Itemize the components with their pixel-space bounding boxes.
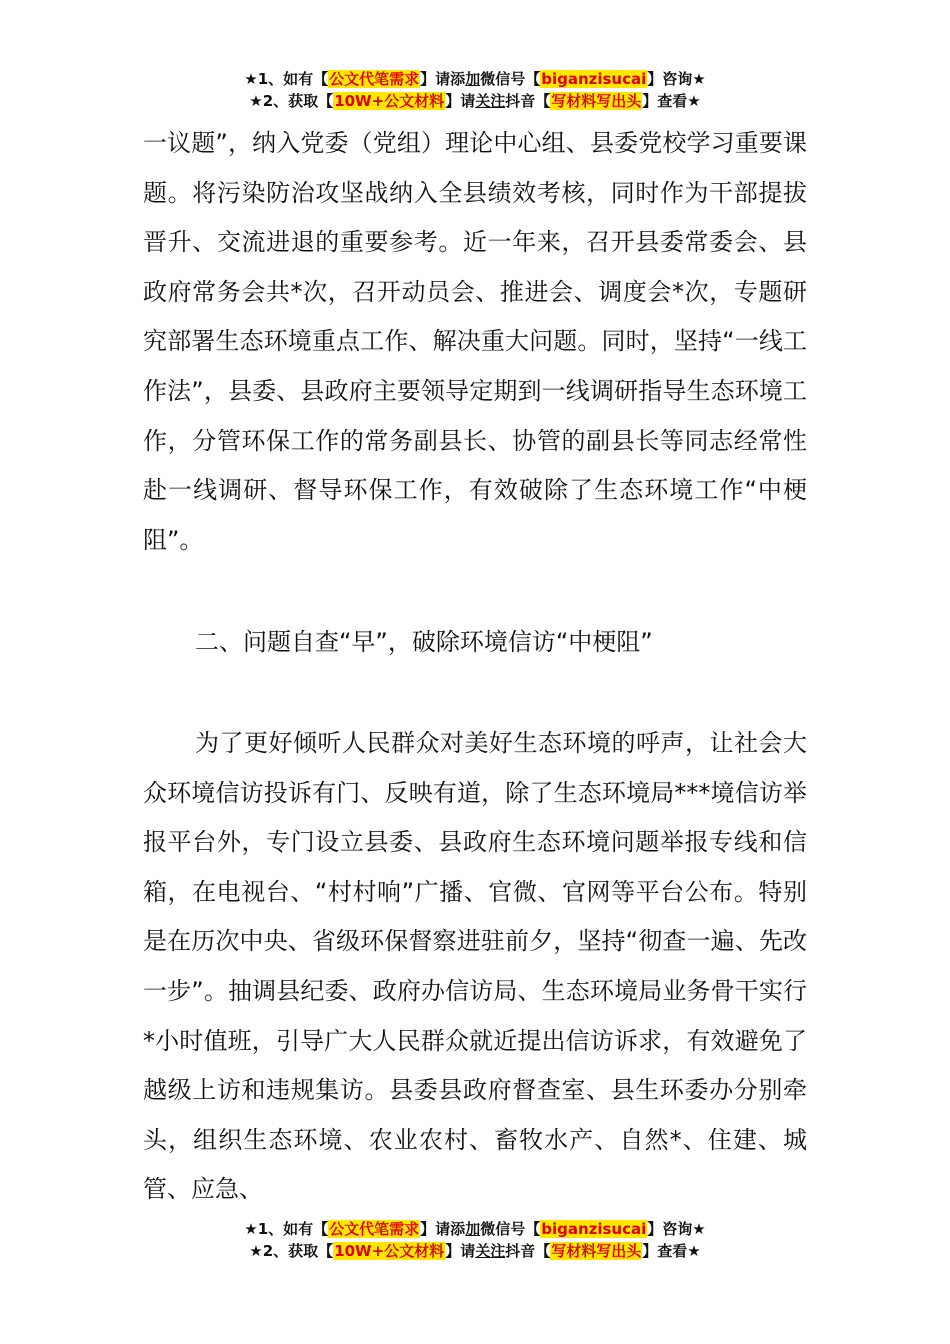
banner-underline: 加 <box>465 1220 481 1238</box>
banner-text: ★2、获取【 <box>249 1242 334 1260</box>
banner-line-2 <box>0 90 950 112</box>
banner-text: 】咨询★ <box>647 70 706 88</box>
banner-text: 】请添 <box>420 1220 466 1238</box>
banner-text: 】请添 <box>420 70 466 88</box>
banner-text: 抖音【 <box>505 1242 551 1260</box>
paragraph-2-block <box>143 719 807 1215</box>
banner-text: 微信号【 <box>480 1220 541 1238</box>
banner-text: 】请 <box>445 1242 476 1260</box>
banner-highlight: 写材料写出头 <box>551 1242 642 1260</box>
banner-text: ★1、如有【 <box>244 70 329 88</box>
banner-highlight: 10W+公文材料 <box>334 1242 445 1260</box>
banner-text: 抖音【 <box>505 92 551 110</box>
banner-highlight: biganzisucai <box>541 70 647 88</box>
header-banner <box>0 68 950 112</box>
banner-text: ★1、如有【 <box>244 1220 329 1238</box>
paragraph-1: 一议题”，纳入党委（党组）理论中心组、县委党校学习重要课题。将污染防治攻坚战纳入全县绩效考核，同时作为干部提拔晋升、交流进退的重要参考。近一年来，召开县委常委会、县政府常务会共*次，召开动员会、推进会、调度会*次，专题研究部署生态环境重点工作、解决重大问题。同时，坚持“一线工作法”，县委、县政府主要领导定期到一线调研指导生态环境工作，分管环保工作的常务副县长、协管的副县长等同志经常性赴一线调研、督导环保工作，有效破除了生态环境工作“中梗阻”。 <box>143 129 807 554</box>
banner-text: ★2、获取【 <box>249 92 334 110</box>
paragraph-1-block <box>143 119 807 565</box>
banner-text: 】查看★ <box>642 1242 701 1260</box>
banner-line-1 <box>0 1218 950 1240</box>
banner-text: 】查看★ <box>642 92 701 110</box>
banner-line-2 <box>0 1240 950 1262</box>
paragraph-2: 为了更好倾听人民群众对美好生态环境的呼声，让社会大众环境信访投诉有门、反映有道，除了生态环境局***境信访举报平台外，专门设立县委、县政府生态环境问题举报专线和信箱，在电视台、“村村响”广播、官微、官网等平台公布。特别是在历次中央、省级环保督察进驻前夕，坚持“彻查一遍、先改一步”。抽调县纪委、政府办信访局、生态环境局业务骨干实行*小时值班，引导广大人民群众就近提出信访诉求，有效避免了越级上访和违规集访。县委县政府督查室、县生环委办分别牵头，组织生态环境、农业农村、畜牧水产、自然*、住建、城管、应急、 <box>143 729 807 1204</box>
banner-highlight: 公文代笔需求 <box>329 70 420 88</box>
banner-highlight: 公文代笔需求 <box>329 1220 420 1238</box>
banner-underline: 关注 <box>475 1242 506 1260</box>
banner-line-1 <box>0 68 950 90</box>
banner-highlight: 写材料写出头 <box>551 92 642 110</box>
banner-text: 】咨询★ <box>647 1220 706 1238</box>
banner-text: 】请 <box>445 92 476 110</box>
banner-underline: 加 <box>465 70 481 88</box>
section-heading: 二、问题自查“早”，破除环境信访“中梗阻” <box>195 628 653 656</box>
banner-underline: 关注 <box>475 92 506 110</box>
banner-text: 微信号【 <box>480 70 541 88</box>
footer-banner <box>0 1218 950 1262</box>
banner-highlight: 10W+公文材料 <box>334 92 445 110</box>
banner-highlight: biganzisucai <box>541 1220 647 1238</box>
